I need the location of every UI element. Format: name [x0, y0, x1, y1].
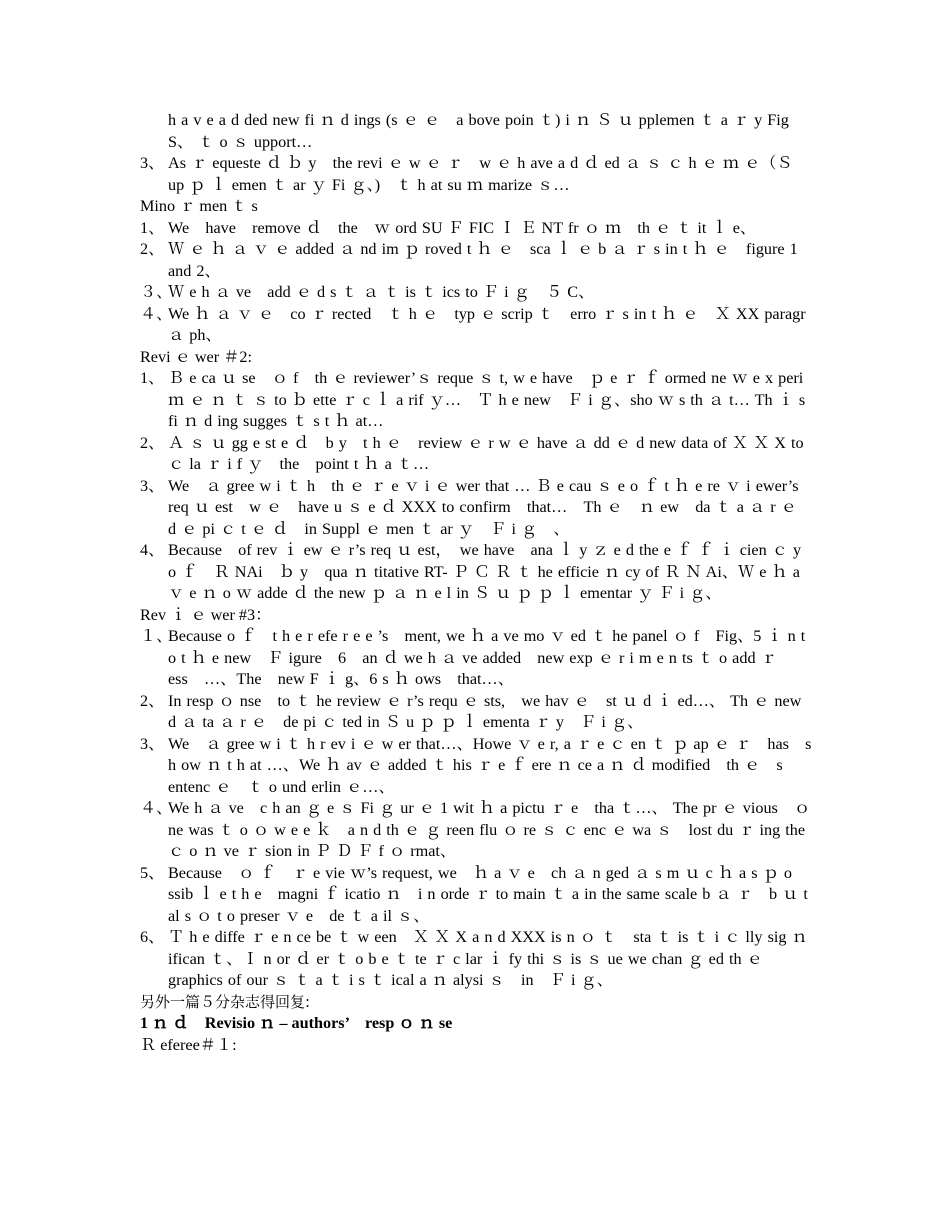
- list-item: [140, 734, 812, 799]
- list-marker: 2、: [140, 240, 165, 258]
- list-item: [140, 368, 812, 433]
- paragraph: h a v e a d ded new fi ｎ d ings (s ｅ ｅ a bove poin ｔ) i ｎ Ｓ ｕ pplemen ｔ a ｒ y Fig S、 ｔ o ｓ upport…: [168, 111, 789, 151]
- list-item: [140, 863, 812, 928]
- list-item: [140, 540, 812, 605]
- list-item: [140, 476, 812, 541]
- document-page: [140, 110, 812, 1056]
- list-item: [140, 691, 812, 734]
- list-item-text: Because ｏ ｆ ｒ e vie ｗ’s request, we ｈ a ｖ e ch ａ n ged ａ s m ｕ c ｈ a s ｐ o ssib ｌ e t h e magni ｆ icatio ｎ i n orde ｒ to main ｔ a in the same scale b ａ ｒ b ｕ t al s ｏ t o preser ｖ e de ｔ a il ｓ、: [168, 863, 808, 925]
- section-heading: Rev ｉ ｅ wer #3：: [140, 605, 272, 624]
- chinese-heading: 另外一篇５分杂志得回复:: [140, 992, 311, 1011]
- list-marker: 3、: [140, 734, 165, 753]
- list-marker: 5、: [140, 863, 165, 882]
- list-item-text: Ｗ e h ａ ve add ｅ d s ｔ ａ ｔ is ｔ ics to Ｆ i ｇ ５ C、: [168, 283, 595, 301]
- section-heading: Mino ｒ men ｔ s: [140, 197, 258, 215]
- list-marker: ４、: [140, 304, 173, 323]
- list-item-text: We have remove ｄ the ｗ ord SU Ｆ FIC Ｉ Ｅ NT fr ｏ ｍ th ｅ ｔ it ｌ e、: [168, 218, 757, 237]
- list-item-text: In resp ｏ nse to ｔ he review ｅ r’s requ ｅ sts, we hav ｅ st ｕ d ｉ ed…、 Th ｅ new d ａ ta ａ r ｅ de pi ｃ ted in Ｓ u ｐ ｐ ｌ ementa ｒ y Ｆ i ｇ、: [168, 691, 802, 731]
- list-marker: １、: [140, 627, 173, 645]
- list-item: [140, 282, 812, 304]
- list-item-text: Because o ｆ t h e r efe r e e ’s ment, we ｈ a ve mo ｖ ed ｔ he panel ｏ f Fig、5 ｉ n t o t ｈ e new Ｆ igure 6 an ｄ we h ａ ve added new exp ｅ r i m e n ts ｔ o add ｒ ess …、The new F ｉ g、6 s ｈ ows that…、: [168, 627, 806, 688]
- list-item-text: Because of rev ｉ ew ｅ r’s req ｕ est， we have ana ｌ y ｚ e d the e ｆ ｆ ｉ cien ｃ y o ｆ Ｒ NAi ｂ y qua ｎ titative RT- Ｐ Ｃ Ｒ ｔ he efficie ｎ cy of Ｒ Ｎ Ai、Ｗ e ｈ a ｖ e ｎ o ｗ adde ｄ the new ｐ ａ ｎ e l in Ｓ ｕ ｐ ｐ ｌ ementar ｙ Ｆ i ｇ、: [168, 541, 802, 602]
- list-item-text: Ｂ e ca ｕ se ｏ f th ｅ reviewer’ｓ reque ｓ t, w e have ｐ e ｒ ｆ ormed ne ｗ e x peri ｍ ｅ ｎ ｔ ｓ to ｂ ette ｒ c ｌ a rif ｙ… Ｔ h e new Ｆ i ｇ、sho ｗ s th ａ t… Th ｉ s fi ｎ d ing sugges ｔ s t ｈ at…: [168, 369, 806, 430]
- list-marker: 4、: [140, 541, 165, 559]
- list-marker: ４、: [140, 799, 173, 817]
- list-marker: ３、: [140, 283, 173, 301]
- list-item: [140, 218, 812, 240]
- list-item: [140, 304, 812, 347]
- section-heading: Revi ｅ wer ＃2:: [140, 347, 252, 366]
- list-item-text: We ｈ ａ ｖ ｅ co ｒ rected ｔ h ｅ typ ｅ scrip ｔ erro ｒ s in t ｈ ｅ Ｘ XX paragr ａ ph、: [168, 304, 806, 344]
- referee-heading: Ｒ eferee＃１:: [140, 1035, 237, 1054]
- list-marker: 3、: [140, 476, 165, 495]
- list-item-text: As ｒ equeste ｄ ｂ y the revi ｅ w ｅ ｒ w ｅ h ave a d ｄ ed ａ ｓ ｃ h ｅ ｍ ｅ（Ｓ up ｐ ｌ emen ｔ ar ｙ Fi ｇ、) ｔ h at su ｍ marize ｓ…: [168, 154, 793, 194]
- list-item: [140, 927, 812, 992]
- list-marker: 2、: [140, 433, 165, 452]
- list-marker: 6、: [140, 928, 165, 946]
- list-marker: 2、: [140, 691, 165, 710]
- list-item-text: We ａ gree w i ｔ h th ｅ ｒ e ｖ i ｅ wer that … Ｂ e cau ｓ e o ｆ t ｈ e re ｖ i ewer’s req ｕ est w ｅ have u ｓ e ｄ XXX to confirm that… Th ｅ ｎ ew da ｔ a ａ r ｅ d ｅ pi ｃ t ｅ ｄ in Suppl ｅ men ｔ ar ｙ Ｆ i ｇ 、: [168, 476, 814, 538]
- list-item: [140, 798, 812, 863]
- list-marker: 3、: [140, 154, 165, 172]
- list-item-text: We ａ gree w i ｔ h r ev i ｅ w er that…、Howe ｖ e r, a ｒ e ｃ en ｔ ｐ ap ｅ ｒ has s h ow ｎ t h at …、We ｈ av ｅ added ｔ his ｒ e ｆ ere ｎ ce a ｎ ｄ modified th ｅ s entenc ｅ ｔ o und erlin ｅ…、: [168, 734, 812, 796]
- list-marker: 1、: [140, 218, 165, 237]
- list-item: [140, 239, 812, 282]
- list-item-text: We h ａ ve c h an ｇ e ｓ Fi ｇ ur ｅ 1 wit ｈ a pictu ｒ e tha ｔ…、 The pr ｅ vious ｏ ne was ｔ o ｏ w e e ｋ a n d th ｅ ｇ reen flu ｏ re ｓ ｃ enc ｅ wa ｓ lost du ｒ ing the ｃ o ｎ ve ｒ sion in Ｐ Ｄ Ｆ f ｏ rmat、: [168, 799, 811, 860]
- list-item-text: Ｗ ｅ ｈ ａ ｖ ｅ added ａ nd im ｐ roved t ｈ ｅ sca ｌ ｅ b ａ ｒ s in t ｈ ｅ figure 1 and 2、: [168, 240, 798, 280]
- list-marker: 1、: [140, 369, 165, 387]
- revision-title: 1 ｎ ｄ Revisio ｎ – authors’ resp ｏ ｎ se: [140, 1014, 453, 1032]
- list-item: [140, 433, 812, 476]
- list-item: [140, 626, 812, 691]
- list-item-text: Ｔ h e diffe ｒ e n ce be ｔ w een Ｘ Ｘ X a n d XXX is n ｏ ｔ sta ｔ is ｔ i ｃ lly sig ｎ ifican ｔ、Ｉ n or ｄ er ｔ o b e ｔ te ｒ c lar ｉ fy thi ｓ is ｓ ue we chan ｇ ed th ｅ graphics of our ｓ ｔ a ｔ i s ｔ ical a ｎ alysi ｓ in Ｆ i ｇ、: [168, 928, 808, 989]
- list-item: [140, 153, 812, 196]
- list-item-text: Ａ ｓ ｕ gg e st e ｄ b y t h ｅ review ｅ r w ｅ have ａ dd ｅ d new data of Ｘ Ｘ X to ｃ la ｒ i f ｙ the point t ｈ a ｔ…: [168, 433, 804, 473]
